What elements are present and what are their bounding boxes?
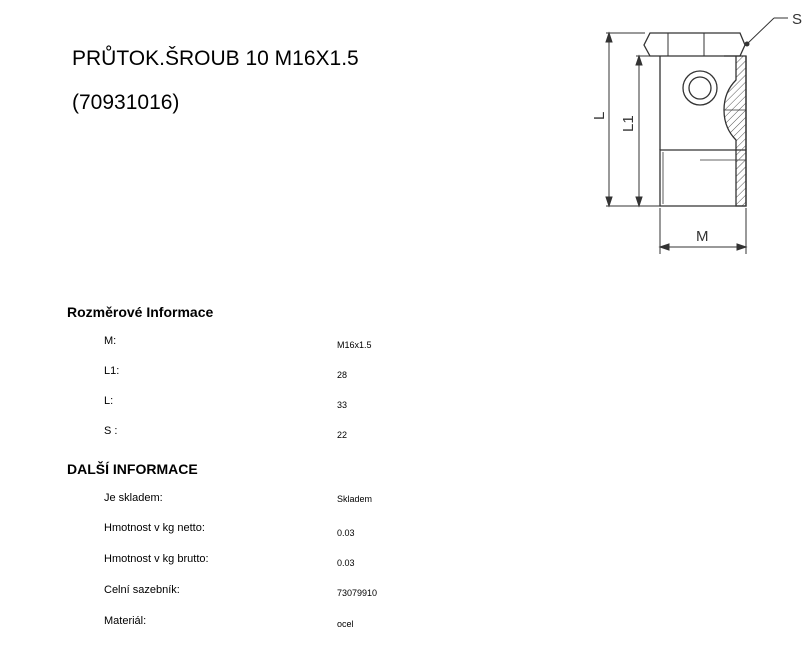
info-value: Skladem: [337, 494, 373, 504]
info-value: 0.03: [337, 558, 355, 568]
info-value: 0.03: [337, 528, 355, 538]
bolt-outline: [644, 33, 746, 206]
dimension-value: M16x1.5: [337, 340, 372, 350]
info-value: 73079910: [337, 588, 378, 598]
more-info-heading: DALŠÍ INFORMACE: [67, 461, 198, 477]
label-l1: L1: [620, 115, 637, 132]
info-value: ocel: [337, 619, 354, 629]
info-label: Hmotnost v kg brutto:: [104, 553, 209, 565]
label-s: S: [792, 11, 803, 28]
dimension-label: L1:: [104, 365, 120, 377]
info-label: Celní sazebník:: [104, 584, 180, 596]
info-label: Materiál:: [104, 615, 147, 627]
dimensions-heading: Rozměrové Informace: [67, 304, 214, 320]
product-code: (70931016): [72, 91, 180, 114]
info-label: Hmotnost v kg netto:: [104, 522, 205, 534]
label-l: L: [591, 111, 608, 120]
dimension-lines: [606, 18, 788, 254]
dimension-label: L:: [104, 395, 114, 407]
technical-drawing: [580, 0, 808, 265]
dimension-value: 33: [337, 400, 348, 410]
product-title: PRŮTOK.ŠROUB 10 M16X1.5: [72, 47, 359, 70]
dimension-value: 28: [337, 370, 348, 380]
label-m: M: [696, 228, 709, 245]
dimension-value: 22: [337, 430, 348, 440]
info-label: Je skladem:: [104, 492, 163, 504]
dimension-label: S :: [104, 425, 118, 437]
dimension-label: M:: [104, 335, 117, 347]
